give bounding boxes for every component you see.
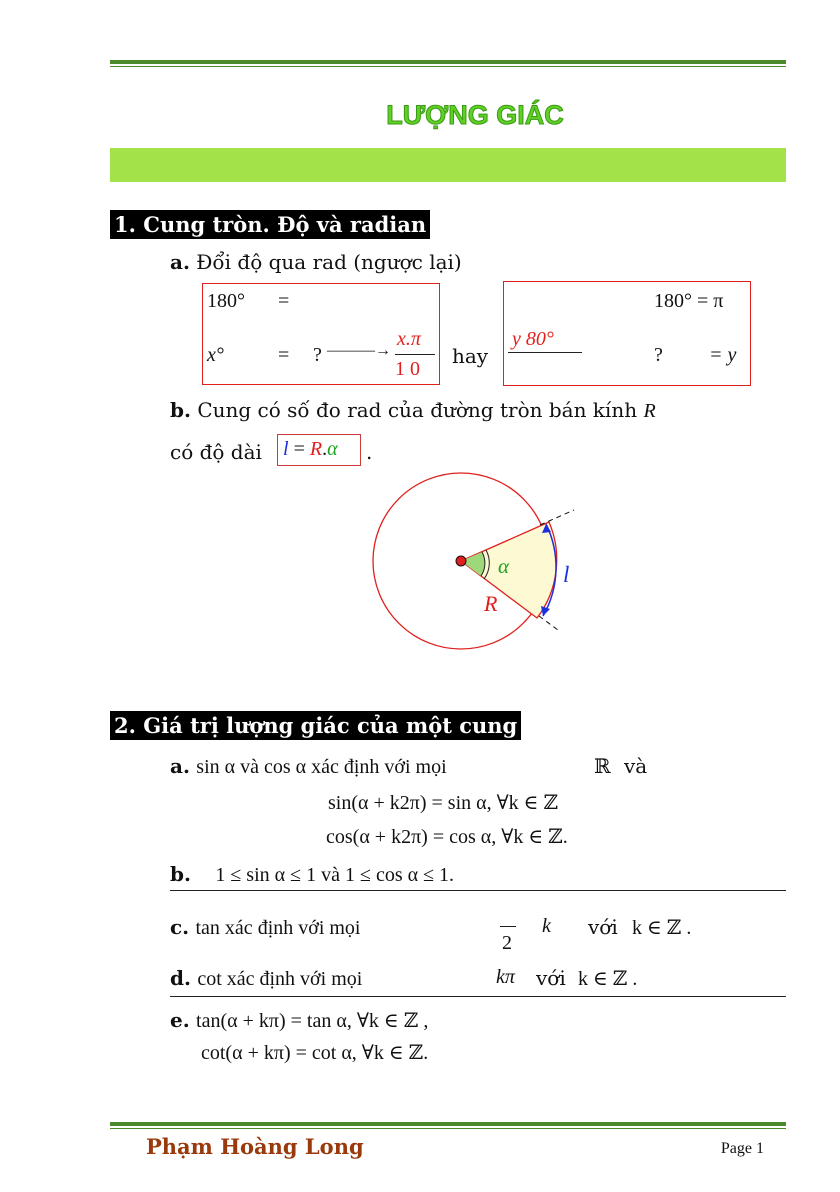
section2-a-label: a. <box>170 754 190 778</box>
cot-period-eq: cot(α + kπ) = cot α, ∀k ∈ ℤ. <box>201 1042 429 1064</box>
arrow-icon: ———→ <box>327 342 391 359</box>
tan-period-eq: tan(α + kπ) = tan α, ∀k ∈ ℤ , <box>196 1010 429 1032</box>
section1-b-line2: có độ dài <box>170 440 262 464</box>
conversion-box-right <box>503 281 751 386</box>
section2-heading: 2. Giá trị lượng giác của một cung <box>110 711 521 740</box>
box-right-question: ? <box>654 344 663 366</box>
c-voi: với <box>588 915 618 939</box>
radius-ext-top <box>540 510 574 525</box>
section2-a <box>170 754 447 779</box>
author-name: Phạm Hoàng Long <box>146 1134 364 1159</box>
section2-b-label: b. <box>170 862 191 886</box>
figure-alpha: α <box>498 554 510 578</box>
header-rule-thin <box>110 66 786 67</box>
section2-d <box>170 966 362 991</box>
arc-length-formula-box <box>277 434 361 466</box>
cos-period-eq: cos(α + k2π) = cos α, ∀k ∈ ℤ. <box>326 826 568 848</box>
c-frac-den: 2 <box>502 932 512 954</box>
arc-figure <box>360 470 600 670</box>
c-frac-bar <box>500 926 516 927</box>
section2-d-label: d. <box>170 966 191 990</box>
formula-R: R <box>309 438 323 460</box>
box-left-question: ? <box>313 344 322 366</box>
box-left-eq2: = <box>278 344 290 366</box>
d-kpi: kπ <box>496 966 515 988</box>
footer-rule <box>110 1122 786 1126</box>
section1-a-label: a. <box>170 250 190 274</box>
formula-eq: = <box>288 438 310 460</box>
section1-a <box>170 250 462 274</box>
center-point <box>456 556 466 566</box>
page-title: LƯỢNG GIÁC <box>386 100 564 130</box>
section1-a-text: Đổi độ qua rad (ngược lại) <box>196 250 462 274</box>
figure-R: R <box>484 591 498 616</box>
section2-b <box>170 862 454 887</box>
section2-d-text: cot xác định với mọi <box>197 968 363 990</box>
section2-c-label: c. <box>170 915 190 939</box>
section2-a-reals: ℝ <box>594 756 611 778</box>
section1-heading: 1. Cung tròn. Độ và radian <box>110 210 430 239</box>
box-right-180: 180° = π <box>654 290 724 312</box>
divider-2 <box>170 996 786 997</box>
formula-alpha: α <box>327 438 338 460</box>
formula-dot: . <box>322 438 328 460</box>
c-cond: k ∈ ℤ . <box>632 917 692 939</box>
page-number: Page 1 <box>720 1140 764 1157</box>
header-rule <box>110 60 786 64</box>
section1-b-text: Cung có số đo rad của đường tròn bán kính <box>197 398 638 422</box>
box-left-frac-num: x.π <box>397 328 421 350</box>
conversion-box-left <box>202 283 440 385</box>
section2-a-va: và <box>624 754 648 778</box>
box-left-eq1: = <box>278 290 290 312</box>
section1-b-R: R <box>643 400 656 422</box>
sin-period-eq: sin(α + k2π) = sin α, ∀k ∈ ℤ <box>328 792 559 814</box>
box-left-frac-bar <box>395 354 435 355</box>
box-left-frac-den: 1 0 <box>395 358 420 380</box>
section2-e <box>170 1008 428 1033</box>
box-right-frac-num: y 80° <box>512 328 554 350</box>
box-left-x: x° <box>207 344 224 366</box>
formula-l: l <box>283 438 289 460</box>
radius-ext-bottom <box>539 616 558 630</box>
box-right-eq: = y <box>709 344 737 366</box>
c-k: k <box>542 915 551 937</box>
section2-e-label: e. <box>170 1008 190 1032</box>
formula-period: . <box>366 440 373 464</box>
divider-1 <box>170 890 786 891</box>
d-cond: k ∈ ℤ . <box>578 968 638 990</box>
box-left-180: 180° <box>207 290 245 312</box>
footer-rule-thin <box>110 1128 786 1129</box>
figure-l: l <box>563 562 570 587</box>
section2-b-text: 1 ≤ sin α ≤ 1 và 1 ≤ cos α ≤ 1. <box>215 864 455 886</box>
section2-c <box>170 915 361 940</box>
box-right-frac-bar <box>508 352 582 353</box>
section2-c-text: tan xác định với mọi <box>195 917 361 939</box>
section1-b <box>170 398 656 423</box>
section1-b-label: b. <box>170 398 191 422</box>
arc-length-formula <box>283 438 338 461</box>
d-voi: với <box>536 966 566 990</box>
title-band <box>110 148 786 182</box>
arrow-head-bottom-icon <box>541 606 550 616</box>
section2-a-text: sin α và cos α xác định với mọi <box>196 756 447 778</box>
hay-text: hay <box>452 344 489 368</box>
